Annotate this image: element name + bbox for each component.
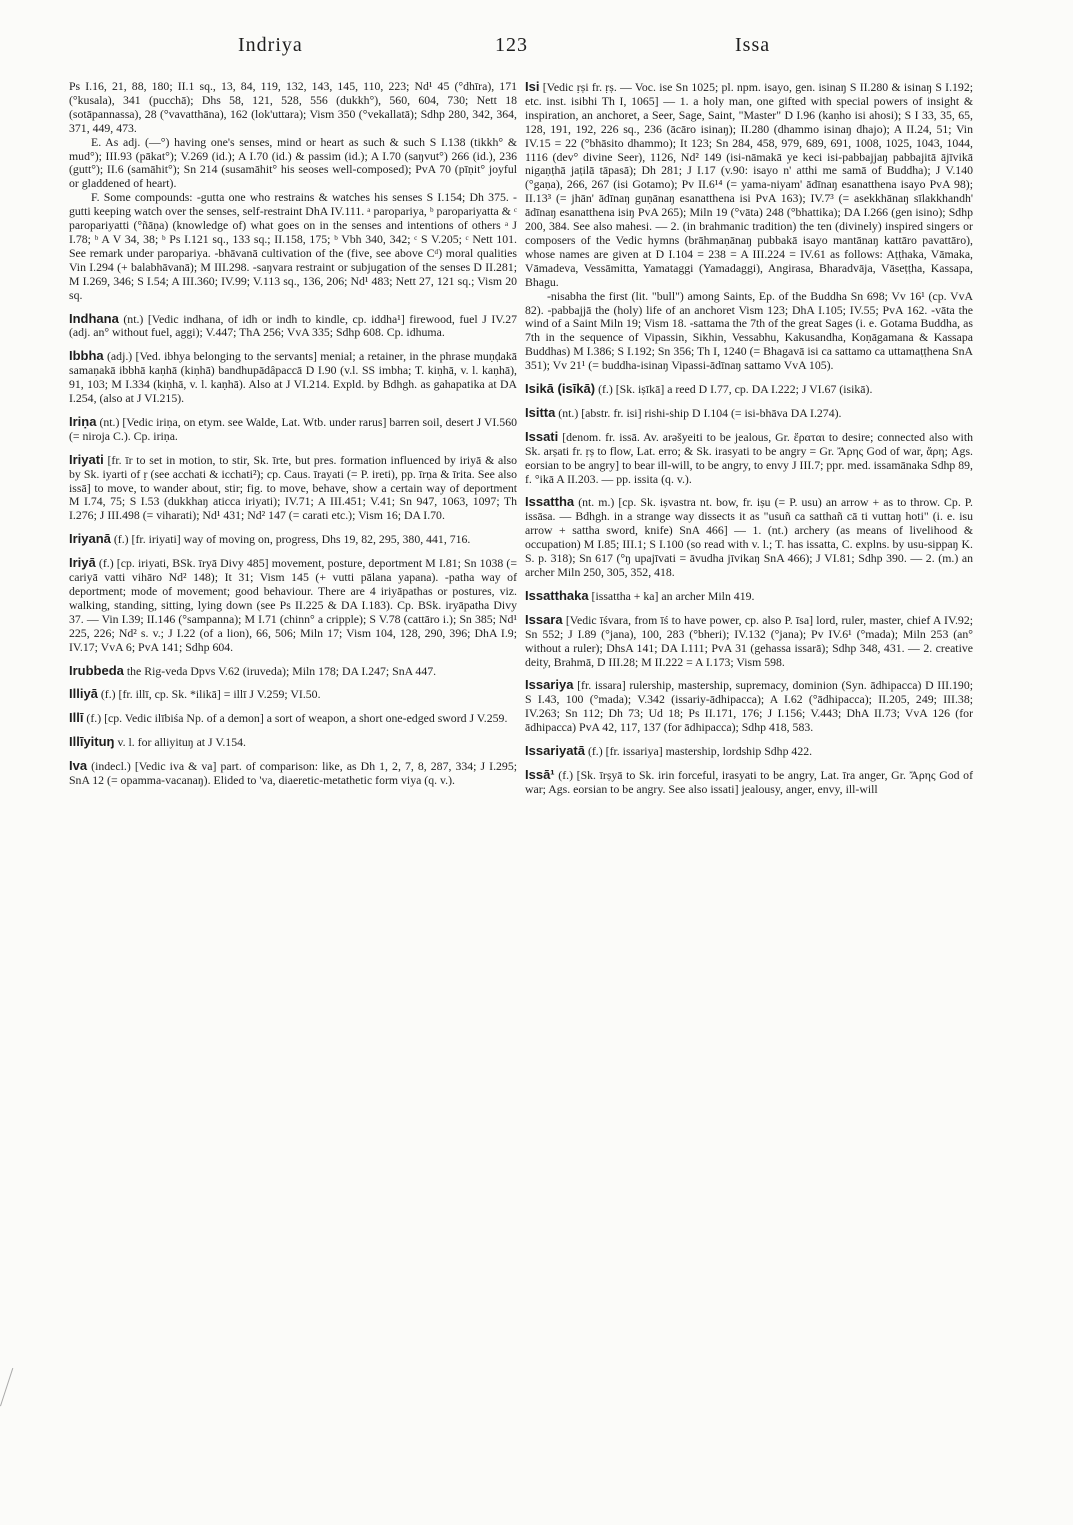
dictionary-entry bbox=[525, 678, 973, 735]
entry-definition: (f.) [Sk. iṣīkā] a reed D I.77, cp. DA I.222; J VI.67 (isikā). bbox=[598, 382, 873, 397]
entry-headword: Issattha bbox=[525, 494, 575, 510]
entry-definition: (f.) [Sk. īrṣyā to Sk. irin forceful, irasyati to be angry, Lat. īra anger, Gr. Ἄρης God of war; Ags. eorsian to be angry. See also issati] jealousy, anger, envy, ill-will bbox=[525, 767, 974, 796]
dictionary-entry bbox=[525, 589, 973, 604]
entry-headword: Issā¹ bbox=[525, 766, 555, 782]
page-number: 123 bbox=[495, 34, 528, 56]
continuation-block bbox=[69, 80, 517, 303]
right-entry-list bbox=[525, 80, 973, 797]
entry-definition: [Vedic ṛṣi fr. ṛṣ. — Voc. ise Sn 1025; pl. npm. isayo, gen. isinaŋ S II.280 & isinaŋ S I.192; etc. inst. isibhi Th I, 1065] — 1. a holy man, one gifted with special powers of insight & inspiration, an anchoret, a Seer, Sage, Saint, "Master" D I.96 (kaṇho isi ahosi); S I 33, 35, 65, 128, 191, 192, 226 sq., 236 (ācāro isinaŋ); II.280 (dhammo isinaŋ dhajo); A II.24, 51; Vin IV.15 = 22 (°bhāsito dhammo); It 123; Sn 284, 458, 979, 689, 691, 1008, 1025, 1043, 1044, 1116 (dev° divine Seer), 1126, Nd² 149 (isi-nāmakā ye keci isi-pabbajjaŋ pabbajitā ājīvikā nigaṇṭhā jaṭilā tāpasā); Dh 281; J I.17 (v.90: isayo n' atthi me samā of Buddha); J V.140 (°gaṇa), 266, 267 (isi Gotamo); Pv II.6¹⁴ (= yama-niyam' ādīnaŋ esanatthena isayo PvA 98); II.13³ (= jhān' ādīnaŋ guṇānaŋ esanatthena isi PvA 163); IV.7³ (= asekkhānaŋ sīlakkhandh' ādīnaŋ esanatthena isiŋ PvA 265); Miln 19 (°vāta) 248 (°bhattika); DA I.266 (gen isino); Sdhp 200, 384. See also mahesi. — 2. (in brahmanic tradition) the ten (divinely) inspired singers or composers of the Vedic hymns (brāhmaṇānaŋ pubbakā isayo mantānaŋ kattāro pavattāro), whose names are given at D I.104 = 238 = A III.224 = IV.61 as follows: Aṭṭhaka, Vāmaka, Vāmadeva, Vessāmitta, Yamataggi (Yamadaggi), Angirasa, Bharadvāja, Vāseṭṭha, Kassapa, Bhagu. bbox=[525, 80, 974, 289]
entry-headword: Iriyanā bbox=[69, 531, 111, 547]
entry-headword: Indhana bbox=[69, 310, 119, 326]
continuation-paragraph: E. As adj. (—°) having one's senses, mind or heart as such & such S I.138 (tikkh° & mud°); III.93 (pākat°); V.269 (id.); A I.70 (id.) & passim (id.); A I.70 (saŋvut°) 266 (id.), 236 (gutt°); II.6 (samāhit°); Sn 214 (susamāhit° his seoses well-composed); PvA 70 (pīṇit° joyful or gladdened of heart). bbox=[69, 134, 517, 191]
entry-definition: [fr. īr to set in motion, to stir, Sk. īrte, but pres. formation influenced by iriyā & also by Sk. iyarti of ṛ (see acchati & icchati²); cp. Caus. īrayati (= P. ireti), pp. īrṇa & īrita. See also issā] to move, to wander about, stir; fig. to move, behave, show a certain way of deportment M I.74, 75; S I.53 (dukkhaŋ aticca iriyati); IV.71; A III.451; V.41; Sn 947, 1063, 1097; Th I.276; J III.498 (= viharati); Nd¹ 431; Nd² 147 (= carati etc.); Vism 16; DA I.70. bbox=[69, 452, 518, 523]
entry-definition: (f.) [fr. illī, cp. Sk. *ilikā] = illī J V.259; VI.50. bbox=[100, 687, 321, 702]
dictionary-entry bbox=[69, 687, 517, 702]
dictionary-entry bbox=[69, 415, 517, 444]
running-head-left: Indriya bbox=[238, 34, 303, 56]
dictionary-entry bbox=[525, 80, 973, 373]
entry-headword: Isikā (isīkā) bbox=[525, 381, 596, 397]
entry-headword: Isitta bbox=[525, 404, 556, 420]
running-head-right: Issa bbox=[735, 34, 771, 56]
left-entry-list bbox=[69, 312, 517, 788]
dictionary-entry bbox=[525, 406, 973, 421]
dictionary-entry bbox=[69, 735, 517, 750]
entry-definition: v. l. for alliyituŋ at J V.154. bbox=[117, 735, 246, 750]
entry-headword: Illīyituŋ bbox=[69, 734, 115, 750]
entry-headword: Issariyatā bbox=[525, 743, 585, 759]
entry-definition: [issattha + ka] an archer Miln 419. bbox=[591, 588, 755, 603]
dictionary-entry bbox=[525, 744, 973, 759]
entry-definition: [Vedic īśvara, from īś to have power, cp. also P. īsa] lord, ruler, master, chief A IV.92; Sn 552; J I.89 (°jana), 100, 283 (°bheri); IV.132 (°jana); Pv IV.6¹ (°mada); Miln 253 (an° without a ruler); DhsA 141; DA I.111; PvA 31 (gehassa issarā); Sdhp 348, 431. — 2. creative deity, Brahmā, D III.28; M II.222 = A I.173; Vism 598. bbox=[525, 612, 974, 669]
entry-definition: [denom. fr. issā. Av. arəšyeiti to be jealous, Gr. ἔραται to desire; connected also with Sk. arṣati fr. ṛṣ to flow, Lat. erro; & Sk. irasyati to be angry = Gr. Ἄρης God of war, ἄρη; Ags. eorsian to be angry] to bear ill-will, to be angry, to envy J III.7; ppr. med. issamānaka Sdhp 89, f. °ikā A II.203. — pp. issita (q. v.). bbox=[525, 429, 973, 486]
entry-definition: (nt. m.) [cp. Sk. iṣvastra nt. bow, fr. iṣu (= P. usu) an arrow + as to throw. Cp. P. issāsa. — Bdhgh. in a strange way dissects it as "usuñ ca satthañ cā ti vuttaŋ hoti" (i. e. isu arrow + sattha sword, knife) SnA 466] — 1. (nt.) archery (as means of livelihood & occupation) M I.85; III.1; S I.100 (so read with v. l.; T. has issatta, C. explns. by usu-sippaŋ K. S. p. 318); Sn 617 (°ŋ upajīvati = āvudha jīvikaŋ SnA 466); J VI.81; Sdhp 390. — 2. (m.) an archer Miln 250, 305, 352, 418. bbox=[525, 495, 974, 579]
dictionary-entry bbox=[69, 664, 517, 679]
running-head bbox=[0, 34, 1073, 64]
dictionary-entry bbox=[525, 430, 973, 487]
dictionary-entry bbox=[69, 453, 517, 524]
margin-mark bbox=[0, 1368, 19, 1408]
dictionary-entry bbox=[69, 349, 517, 406]
entry-headword: Iriṇa bbox=[69, 413, 97, 429]
dictionary-entry bbox=[69, 312, 517, 341]
entry-definition: (nt.) [Vedic iriṇa, on etym. see Walde, Lat. Wtb. under rarus] barren soil, desert J VI.560 (= niroja C.). Cp. iriṇa. bbox=[69, 414, 518, 443]
left-column bbox=[69, 80, 517, 797]
entry-headword: Issatthaka bbox=[525, 587, 589, 603]
entry-definition: (f.) [cp. Vedic ilībiśa Np. of a demon] a sort of weapon, a short one-edged sword J V.259. bbox=[86, 711, 508, 726]
entry-headword: Issara bbox=[525, 611, 563, 627]
entry-definition: (indecl.) [Vedic iva & va] part. of comparison: like, as Dh 1, 2, 7, 8, 287, 334; J I.295; SnA 12 (= opamma-vacanaŋ). Elided to 'va, diaeretic-metathetic form viya (q. v.). bbox=[69, 759, 518, 788]
continuation-paragraph: F. Some compounds: -gutta one who restrains & watches his senses S I.154; Dh 375. -gutti keeping watch over the senses, self-restraint DhA IV.111. ᵃ paropariya, ᵇ paropariyatta & ᶜ paropariyatti (°ñāṇa) (knowledge of) what goes on in the senses and intentions of others ᵃ J I.78; ᵇ A V 34, 38; ᵇ Ps I.121 sq., 133 sq.; II.158, 175; ᵇ Vbh 340, 342; ᶜ S V.205; ᶜ Nett 101. See remark under paropariya. -bhāvanā cultivation of the (five, see above Cᵈ) moral qualities Vin I.294 (+ balabhāvanā); M III.298. -saŋvara restraint or subjugation of the senses D II.281; M I.269, 346; S I.54; A III.360; IV.99; V.113 sq., 136, 206; Nd¹ 483; Nett 27, 121 sq.; Vism 20 sq. bbox=[69, 190, 517, 302]
right-column bbox=[525, 80, 973, 806]
entry-headword: Iriyati bbox=[69, 451, 104, 467]
entry-headword: Irubbeda bbox=[69, 662, 124, 678]
entry-headword: Isi bbox=[525, 79, 540, 94]
dictionary-entry bbox=[525, 382, 973, 397]
entry-headword: Iriyā bbox=[69, 555, 96, 571]
dictionary-entry bbox=[69, 759, 517, 788]
entry-headword: Iva bbox=[69, 758, 88, 774]
entry-definition: (adj.) [Ved. ibhya belonging to the servants] menial; a retainer, in the phrase muṇḍakā samaṇakā ibbhā kaṇhā (kiṇhā) bandhupādâpaccā D I.90 (v.l. SS imbha; T. kiṇhā, v. l. kaṇhā), 91, 103; M I.334 (kiṇhā, v. l. kaṇhā). Also at J VI.214. Expld. by Bdhgh. as gahapatika at DA I.254, (also at J VI.215). bbox=[69, 349, 517, 406]
dictionary-entry bbox=[69, 711, 517, 726]
dictionary-entry bbox=[525, 768, 973, 797]
dictionary-entry bbox=[525, 613, 973, 670]
entry-definition: (nt.) [Vedic indhana, of idh or indh to kindle, cp. iddha¹] firewood, fuel J IV.27 (adj. an° without fuel, aggi); V.447; ThA 256; VvA 335; Sdhp 608. Cp. idhuma. bbox=[69, 311, 518, 340]
continuation-paragraph: Ps I.16, 21, 88, 180; II.1 sq., 13, 84, 119, 132, 143, 145, 110, 223; Nd¹ 45 (°dhīra), 171 (°kusala), 341 (pucchā); Dhs 58, 121, 528, 556 (dukkh°), 560, 604, 730; Nett 18 (sotāpannassa), 28 (°vavatthāna), 162 (lok'uttara); Vism 350 (°vekallatā); Sdhp 280, 342, 364, 371, 449, 473. bbox=[69, 79, 517, 135]
dictionary-entry bbox=[69, 556, 517, 654]
entry-definition: (f.) [fr. issariya] mastership, lordship Sdhp 422. bbox=[587, 744, 813, 759]
dictionary-entry bbox=[69, 532, 517, 547]
entry-definition: [fr. issara] rulership, mastership, supremacy, dominion (Syn. ādhipacca) D III.190; S I.43, 100 (°mada); V.342 (issariy-ādhipacca); A I.62 (°ādhipacca); II.205, 249; III.38; IV.263; Sn 112; Dh 73; Ud 18; Ps II.171, 176; J I.156; V.443; DhA II.73; VvA 126 (for ādhipacca) PvA 42, 117, 137 (for ādhipacca); Sdhp 418, 583. bbox=[525, 678, 973, 735]
dictionary-entry bbox=[525, 495, 973, 579]
entry-headword: Illī bbox=[69, 710, 84, 726]
entry-headword: Ibbha bbox=[69, 348, 104, 364]
entry-definition: (nt.) [abstr. fr. isi] rishi-ship D I.104 (= isi-bhāva DA I.274). bbox=[558, 405, 842, 420]
entry-definition: (f.) [fr. iriyati] way of moving on, progress, Dhs 19, 82, 295, 380, 441, 716. bbox=[113, 532, 471, 547]
entry-headword: Issati bbox=[525, 428, 559, 444]
entry-headword: Issariya bbox=[525, 677, 574, 693]
entry-compounds: -nisabha the first (lit. "bull") among Saints, Ep. of the Buddha Sn 698; Vv 16¹ (cp. VvA 82). -pabbajjā the (holy) life of an anchoret Vism 123; DhA I.105; IV.55; PvA 162. -vāta the wind of a Saint Miln 19; Vism 18. -sattama the 7th of the great Sages (i. e. Gotama Buddha, as 7th in the sequence of Vipassin, Sikhin, Vessabhu, Kakusandha, Koṇāgamana & Kassapa Buddhas) M I.386; S I.192; Sn 356; Th I, 1240 (= Bhagavā isi ca sattamo ca uttamaṭṭhena SnA 351); Vv 21¹ (= buddha-isinaŋ Vipassi-ādīnaŋ sattamo VvA 105). bbox=[525, 288, 973, 373]
entry-definition: the Rig-veda Dpvs V.62 (iruveda); Miln 178; DA I.247; SnA 447. bbox=[126, 663, 437, 678]
entry-headword: Illiyā bbox=[69, 686, 98, 702]
entry-definition: (f.) [cp. iriyati, BSk. īryā Divy 485] movement, posture, deportment M I.81; Sn 1038 (= cariyā vatti vihāro Nd² 148); It 31; Vism 145 (+ vutti pālana yapana). -patha way of deportment; mode of movement; good behaviour. There are 4 iriyāpathas or postures, viz. walking, standing, sitting, lying down (see Ps II.225 & DA I.183). Cp. BSk. iryāpatha Divy 37. — Vin I.39; II.146 (°sampanna); M I.71 (chinn° a cripple); S V.78 (cattāro i.); Sn 385; Nd¹ 225, 226; Nd² s. v.; J I.22 (of a lion), 66, 506; Miln 17; Vism 104, 128, 290, 396; DhA I.9; IV.17; VvA 6; PvA 141; Sdhp 604. bbox=[69, 556, 517, 654]
